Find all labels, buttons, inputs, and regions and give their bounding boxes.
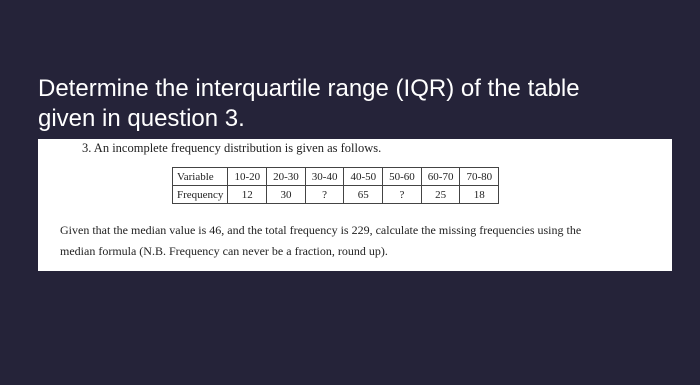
problem-image bbox=[38, 139, 672, 271]
table-cell: 30 bbox=[267, 186, 306, 204]
table-cell: 30-40 bbox=[305, 168, 344, 186]
row-label-frequency: Frequency bbox=[173, 186, 228, 204]
table-cell: 65 bbox=[344, 186, 383, 204]
table-cell: 20-30 bbox=[267, 168, 306, 186]
table-cell: 40-50 bbox=[344, 168, 383, 186]
table-cell: 70-80 bbox=[460, 168, 499, 186]
table-row-variable bbox=[173, 168, 499, 186]
table-cell: 10-20 bbox=[228, 168, 267, 186]
question-text bbox=[38, 74, 688, 134]
given-line-1: Given that the median value is 46, and the total frequency is 229, calculate the missing frequencies using the bbox=[60, 223, 582, 237]
table-cell: 25 bbox=[421, 186, 460, 204]
question-line-2: given in question 3. bbox=[38, 105, 245, 132]
given-text bbox=[60, 220, 670, 262]
table-cell: ? bbox=[383, 186, 422, 204]
table-cell: ? bbox=[305, 186, 344, 204]
table-row-frequency bbox=[173, 186, 499, 204]
row-label-variable: Variable bbox=[173, 168, 228, 186]
given-line-2: median formula (N.B. Frequency can never be a fraction, round up). bbox=[60, 244, 388, 258]
table-cell: 50-60 bbox=[383, 168, 422, 186]
table-cell: 18 bbox=[460, 186, 499, 204]
problem-heading: 3. An incomplete frequency distribution is given as follows. bbox=[82, 141, 382, 155]
frequency-table bbox=[172, 167, 499, 204]
question-line-1: Determine the interquartile range (IQR) of the table bbox=[38, 75, 580, 102]
table-cell: 60-70 bbox=[421, 168, 460, 186]
table-cell: 12 bbox=[228, 186, 267, 204]
